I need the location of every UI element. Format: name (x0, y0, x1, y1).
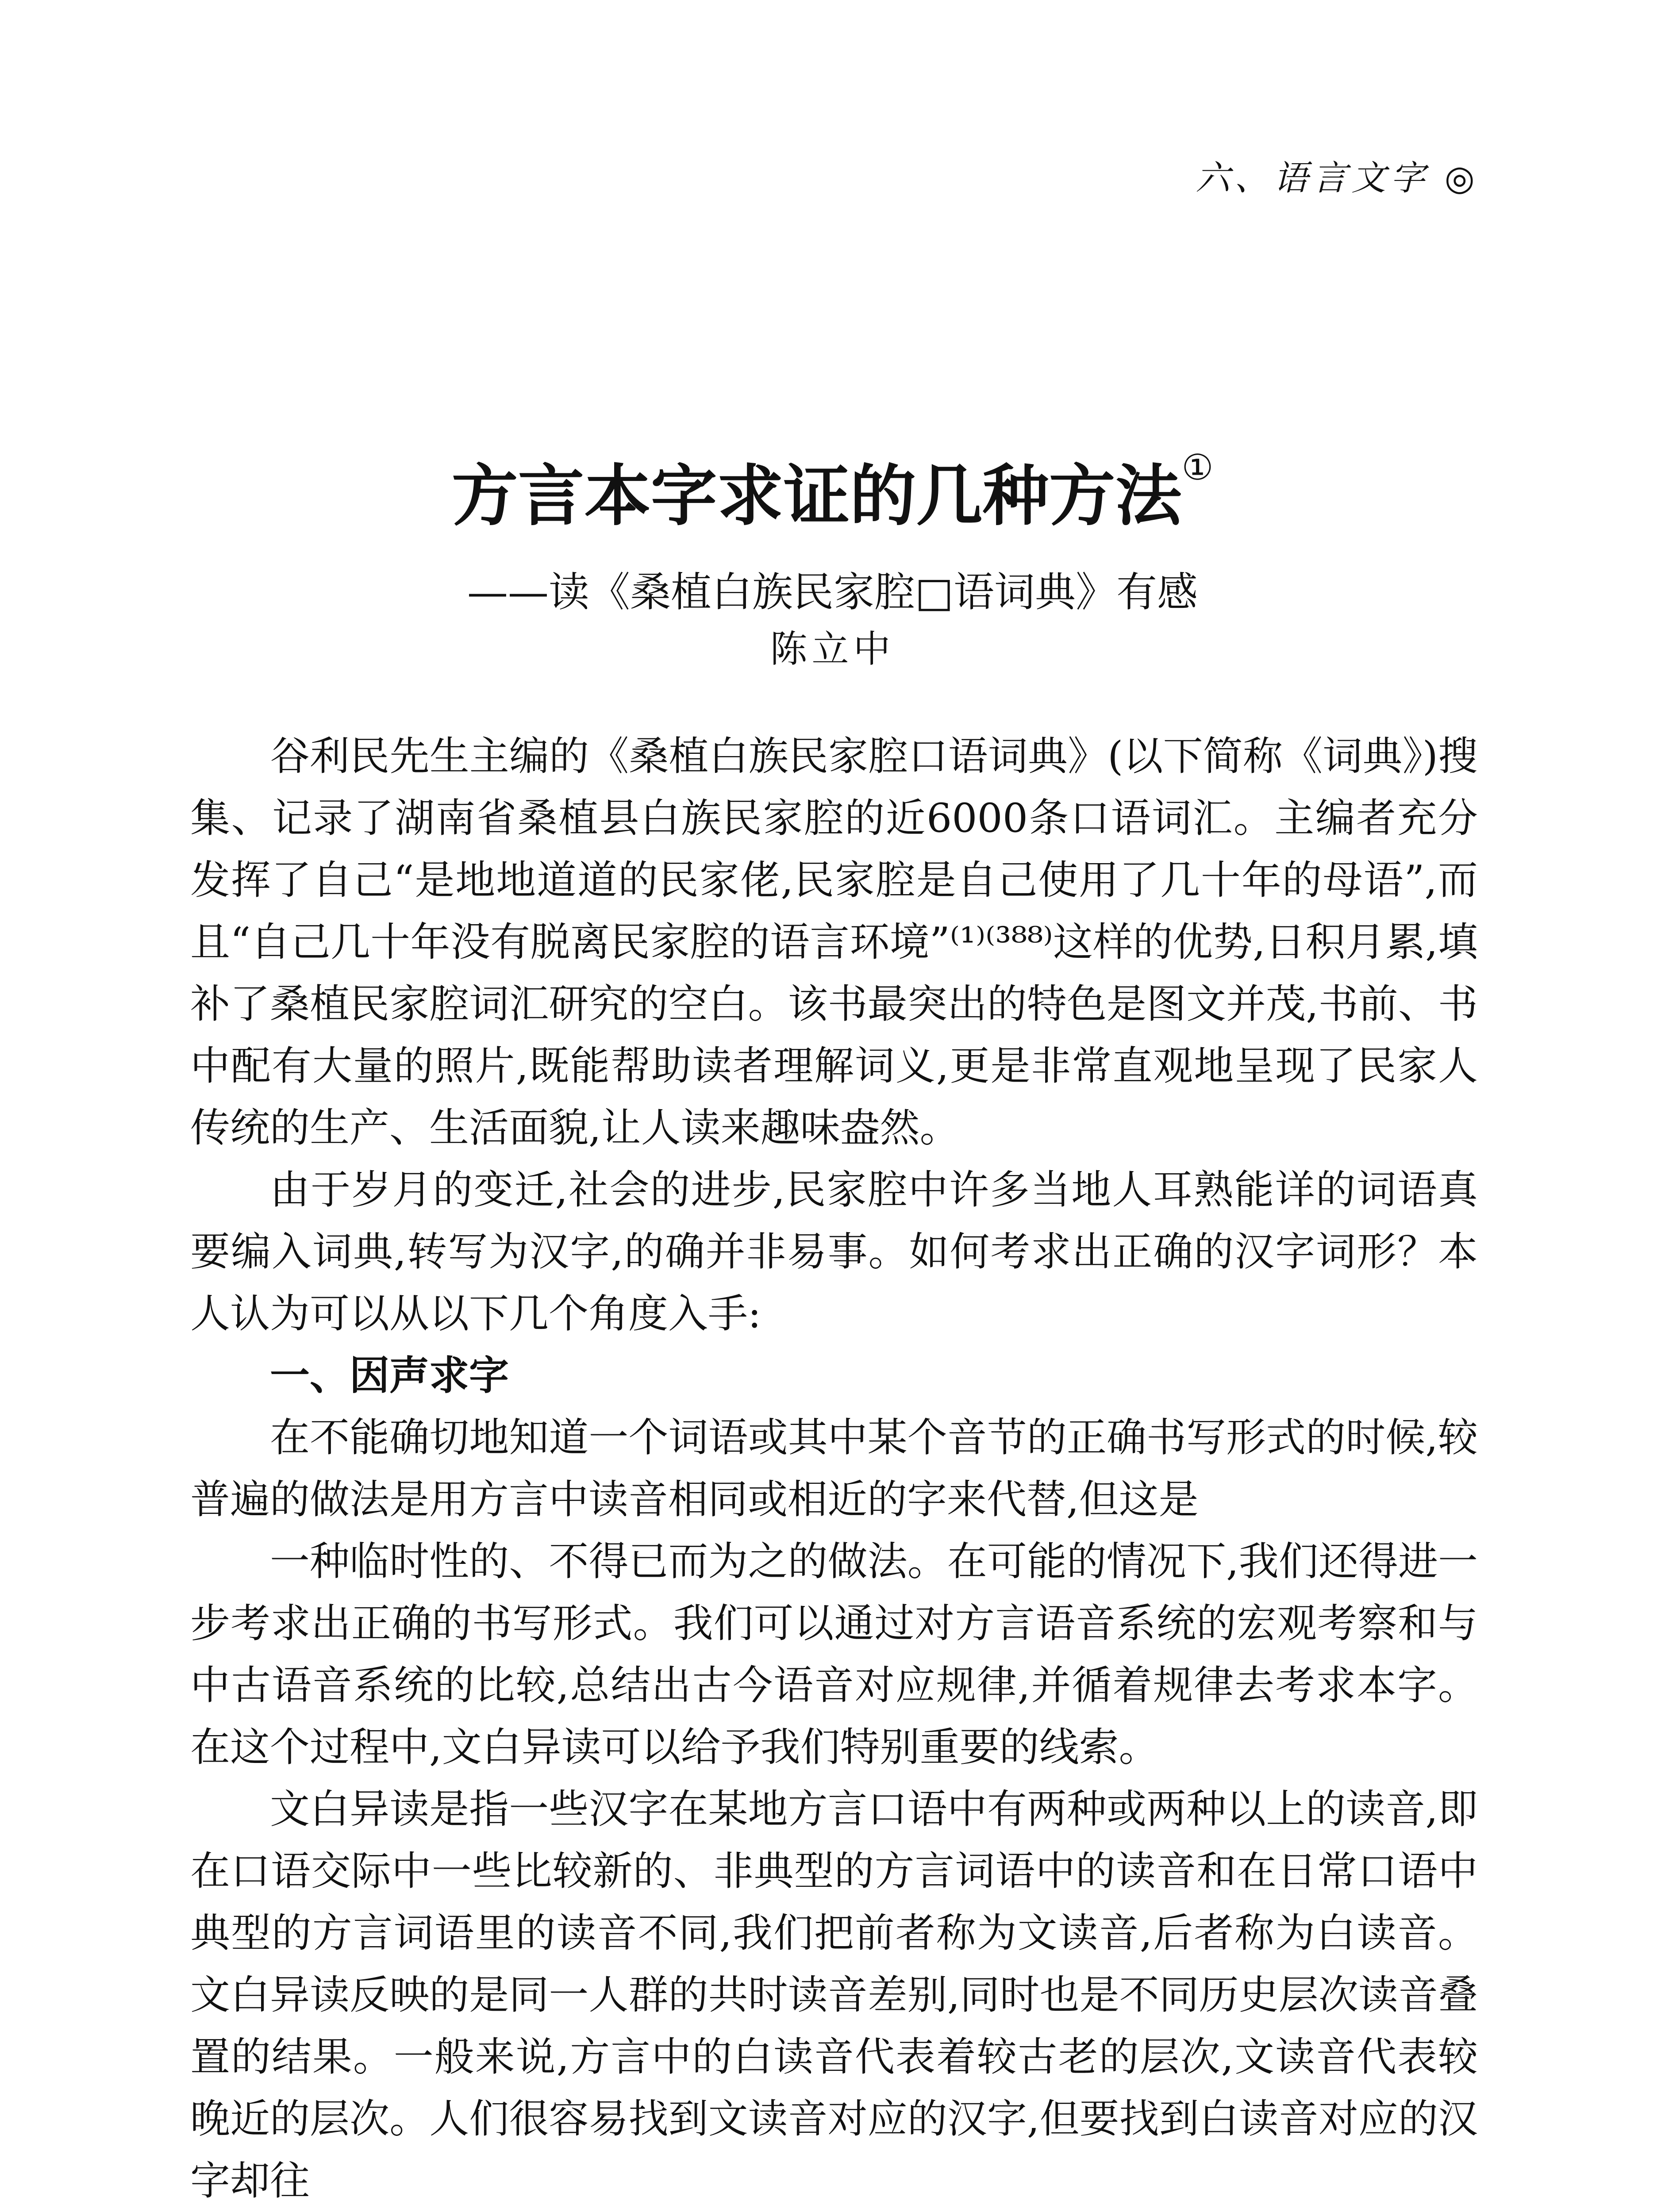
article-title-text: 方言本字求证的几种方法 (451, 458, 1182, 535)
body-paragraph: 谷利民先生主编的《桑植白族民家腔口语词典》(以下简称《词典》)搜集、记录了湖南省桑植县白族民家腔的近6000条口语词汇。主编者充分发挥了自己“是地地道道的民家佬,民家腔是自己使用了几十年的母语”,而且“自己几十年没有脱离民家腔的语言环境”⁽¹⁾⁽³⁸⁸⁾这样的优势,日积月累,填补了桑植民家腔词汇研究的空白。该书最突出的特色是图文并茂,书前、书中配有大量的照片,既能帮助读者理解词义,更是非常直观地呈现了民家人传统的生产、生活面貌,让人读来趣味盎然。 (190, 733, 1478, 1151)
article-title (0, 442, 1665, 538)
running-head: 六、语言文字 ◎ (1196, 158, 1479, 198)
article-subtitle: ——读《桑植白族民家腔□语词典》有感 (467, 568, 1198, 616)
body-paragraph: 一种临时性的、不得已而为之的做法。在可能的情况下,我们还得进一步考求出正确的书写形式。我们可以通过对方言语音系统的宏观考察和与中古语音系统的比较,总结出古今语音对应规律,并循着规律去考求本字。在这个过程中,文白异读可以给予我们特别重要的线索。 (190, 1538, 1478, 1770)
section-heading: 一、因声求字 (270, 1352, 509, 1399)
body-paragraph: 在不能确切地知道一个词语或其中某个音节的正确书写形式的时候,较普遍的做法是用方言中读音相同或相近的字来代替,但这是 (190, 1414, 1478, 1523)
article-author: 陈立中 (770, 627, 895, 671)
body-paragraph: 文白异读是指一些汉字在某地方言口语中有两种或两种以上的读音,即在口语交际中一些比较新的、非典型的方言词语中的读音和在日常口语中典型的方言词语里的读音不同,我们把前者称为文读音,后者称为白读音。文白异读反映的是同一人群的共时读音差别,同时也是不同历史层次读音叠置的结果。一般来说,方言中的白读音代表着较古老的层次,文读音代表较晚近的层次。人们很容易找到文读音对应的汉字,但要找到白读音对应的汉字却往 (190, 1786, 1478, 2204)
body-paragraph: 由于岁月的变迁,社会的进步,民家腔中许多当地人耳熟能详的词语真要编入词典,转写为汉字,的确并非易事。如何考求出正确的汉字词形？本人认为可以从以下几个角度入手: (190, 1167, 1478, 1337)
article-body (190, 726, 1478, 2212)
title-footnote-mark[interactable]: ① (1181, 447, 1214, 488)
